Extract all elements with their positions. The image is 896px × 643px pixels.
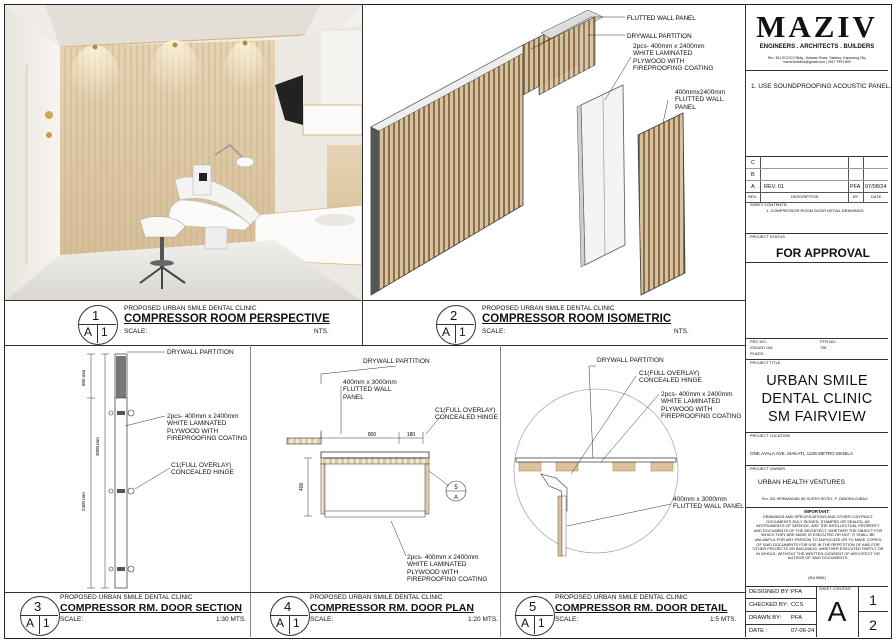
rev-header: DATE [871, 194, 882, 199]
rev-letter: C [751, 160, 755, 166]
view-number: 2 [450, 308, 458, 323]
view-scale: NTS. [314, 328, 329, 335]
view-title: COMPRESSOR RM. DOOR PLAN [310, 602, 474, 614]
project-status: FOR APPROVAL [776, 246, 871, 260]
important-title: IMPORTANT: [804, 509, 830, 514]
view-title-4 [270, 594, 498, 634]
view-title: COMPRESSOR RM. DOOR DETAIL [555, 602, 728, 614]
place: PLACE: [750, 351, 765, 356]
view-sheet-no: 1 [43, 616, 50, 630]
view-scale: 1:5 MTS. [710, 616, 737, 623]
view-scale: 1:20 MTS. [468, 616, 498, 623]
rev-code: REV. 01 [764, 184, 784, 190]
view-scale-label: SCALE: [124, 328, 148, 335]
iso-label-plywood: 2pcs- 400mm x 2400mm WHITE LAMINATED PLYWOOD WITH FIREPROOFING COATING [633, 43, 714, 73]
isometric-view [363, 5, 745, 301]
view-number: 1 [92, 308, 100, 323]
rev-letter: B [751, 172, 755, 178]
view-sheet: A [26, 616, 35, 630]
general-note: 1. USE SOUNDPROOFING ACOUSTIC PANEL. [751, 83, 892, 90]
rev-header: DESCRIPTION [791, 194, 819, 199]
project-owner-address: Rm. 301 HERMANDAD DE SUITES HOTEL, P. ZAMORA CUBAO [762, 497, 868, 501]
view-project: PROPOSED URBAN SMILE DENTAL CLINIC [310, 594, 443, 601]
view-sheet-no: 1 [293, 616, 300, 630]
plan-label-fluted: 400mm x 3000mm FLUTTED WALL PANEL [343, 379, 397, 401]
rev-date: 07/08/24 [865, 184, 887, 190]
view-sheet-no: 1 [101, 325, 108, 339]
section-label-drywall: DRYWALL PARTITION [167, 349, 234, 356]
plan-dim-800: 800 [367, 432, 377, 438]
company-tagline: ENGINEERS . ARCHITECTS . BUILDERS [759, 44, 875, 50]
view-title-2 [436, 303, 736, 343]
view-project: PROPOSED URBAN SMILE DENTAL CLINIC [555, 594, 688, 601]
drawn-by-label: DRAWN BY: [749, 615, 782, 621]
rev-by: PFA [850, 184, 861, 190]
door-plan-view [251, 346, 500, 592]
project-title: URBAN SMILE DENTAL CLINIC SM FAIRVIEW [761, 373, 873, 426]
view-sheet: A [276, 616, 285, 630]
view-number: 5 [529, 599, 537, 614]
view-sheet-no: 1 [538, 616, 545, 630]
fluted-wall-panel [371, 45, 523, 295]
separate-fluted-panel [638, 113, 685, 295]
view-sheet: A [84, 325, 93, 339]
view-sheet: A [442, 325, 451, 339]
ptr-no: PTR NO.: [820, 339, 838, 344]
sheet-content-label: SHEET CONTENT: [819, 587, 852, 591]
iso-label-fluted: FLUTTED WALL PANEL [627, 15, 696, 22]
plan-dim-180: 180 [406, 432, 416, 438]
view-sheet-no: 1 [459, 325, 466, 339]
sheet-number: 1 [869, 592, 877, 608]
plan-dim-400: 400 [299, 482, 305, 491]
ra-number: (RA 9266) [808, 575, 826, 580]
sheet-letter: A [827, 596, 847, 627]
view-number: 3 [34, 599, 42, 614]
view-project: PROPOSED URBAN SMILE DENTAL CLINIC [124, 305, 257, 312]
view-title: COMPRESSOR ROOM PERSPECTIVE [124, 313, 330, 325]
tin: TIN [820, 345, 827, 350]
view-scale-label: SCALE: [482, 328, 506, 335]
project-title-label: PROJECT TITLE [750, 360, 781, 365]
sheet-contents: 1. COMPRESSOR ROOM DOOR DETAIL DRAWINGS [766, 208, 864, 213]
plan-label-drywall: DRYWALL PARTITION [363, 358, 430, 365]
view-title: COMPRESSOR ROOM ISOMETRIC [482, 313, 672, 325]
view-project: PROPOSED URBAN SMILE DENTAL CLINIC [60, 594, 193, 601]
sheet-contents-label: SHEET CONTENTS: [750, 202, 788, 207]
detail-label-drywall: DRYWALL PARTITION [597, 357, 664, 364]
project-owner-label: PROJECT OWNER [750, 466, 786, 471]
plan-label-hinge: C1(FULL OVERLAY) CONCEALED HINGE [435, 407, 498, 422]
rev-header: BY [853, 194, 859, 199]
project-owner: URBAN HEALTH VENTURES [758, 479, 845, 486]
view-number: 4 [284, 599, 292, 614]
date-label: DATE : [749, 628, 768, 634]
plan-label-plywood: 2pcs- 400mm x 2400mm WHITE LAMINATED PLYWOOD WITH FIREPROOFING COATING [407, 554, 488, 584]
date: 07-06-24 [791, 628, 815, 634]
section-label-hinge: C1(FULL OVERLAY) CONCEALED HINGE [171, 462, 234, 477]
section-dim-top: 600 mm [81, 369, 86, 386]
iso-label-fluted-size: 400mmx2400mm FLUTTED WALL PANEL [675, 89, 726, 111]
section-dim-total: 3000 mm [95, 437, 100, 456]
door-section-view [5, 346, 250, 592]
issued-on: ISSUED ON: [750, 345, 774, 350]
rev-header: REV. [748, 194, 757, 199]
designed-by: PFA [791, 589, 802, 595]
important-text: DRAWINGS AND SPECIFICATIONS AND OTHER CONTRACT DOCUMENTS DULY SIGNED, STAMPED OR SEALED, AS INSTRUMENTS OF SERVICE, ARE THE INTELLECTUAL PROPERTY AND DOCUMENTS OF THE ARCHITECT, WHETHER THE OBJECT FOR WHICH THEY ARE MADE IS EXECUTED OR NOT. IT SHALL BE UNLAWFUL FOR ANY PERSON TO DUPLICATE OR TO MAKE COPIES OF SAID DOCUMENTS FOR USE IN THE REPETITION OF AND FOR OTHER PROJECTS OR BUILDINGS, WHETHER EXECUTED PARTLY OR IN WHOLE, WITHOUT THE WRITTEN CONSENT OF ARCHITECT OR AUTHOR OF SAID DOCUMENTS. [752, 514, 884, 561]
project-status-label: PROJECT STATUS [750, 234, 785, 239]
checked-by-label: CHECKED BY: [749, 602, 788, 608]
view-scale: 1:30 MTS. [216, 616, 246, 623]
rev-letter: A [751, 184, 755, 190]
door-detail-view [501, 346, 745, 592]
company-logo: MAZIV [756, 9, 878, 44]
prc-no: PRC NO.: [750, 339, 768, 344]
detail-label-plywood: 2pcs- 400mm x 2400mm WHITE LAMINATED PLYWOOD WITH FIREPROOFING COATING [661, 391, 742, 421]
plan-callout-sheet: A [453, 495, 459, 501]
view-title-1 [78, 303, 358, 343]
perspective-render [5, 5, 362, 301]
view-scale-label: SCALE: [60, 616, 84, 623]
section-label-plywood: 2pcs- 400mm x 2400mm WHITE LAMINATED PLYWOOD WITH FIREPROOFING COATING [167, 413, 248, 443]
view-scale: NTS. [674, 328, 689, 335]
iso-label-drywall: DRYWALL PARTITION [627, 33, 692, 40]
project-location-label: PROJECT LOCATION [750, 433, 790, 438]
project-location: ONE AYALA AVE. MAKATI, 1226 METRO MANILA [750, 451, 854, 456]
revision-table [746, 156, 888, 208]
drawn-by: PFA [791, 615, 802, 621]
view-title-3 [20, 594, 248, 634]
view-scale-label: SCALE: [555, 616, 579, 623]
detail-label-hinge: C1(FULL OVERLAY) CONCEALED HINGE [639, 370, 702, 385]
checked-by: CCS [791, 602, 804, 608]
view-title-5 [515, 594, 743, 634]
signoff-grid [746, 586, 888, 637]
plan-callout-num: 5 [454, 485, 458, 491]
view-scale-label: SCALE: [310, 616, 334, 623]
designed-by-label: DESIGNED BY: [749, 589, 790, 595]
detail-label-fluted: 400mm x 3000mm FLUTTED WALL PANEL [673, 496, 744, 511]
view-sheet: A [521, 616, 530, 630]
view-project: PROPOSED URBAN SMILE DENTAL CLINIC [482, 305, 615, 312]
company-address: Rm. 301 ECOCO Bldg., Kanaan Road, Sabiero, Kamuning City maziv.builders@gmail.com | 0917 PPH 809 [767, 56, 867, 65]
section-dim-door: 2400 mm [81, 492, 86, 511]
sheet-total: 2 [869, 617, 877, 633]
view-title: COMPRESSOR RM. DOOR SECTION [60, 602, 243, 614]
